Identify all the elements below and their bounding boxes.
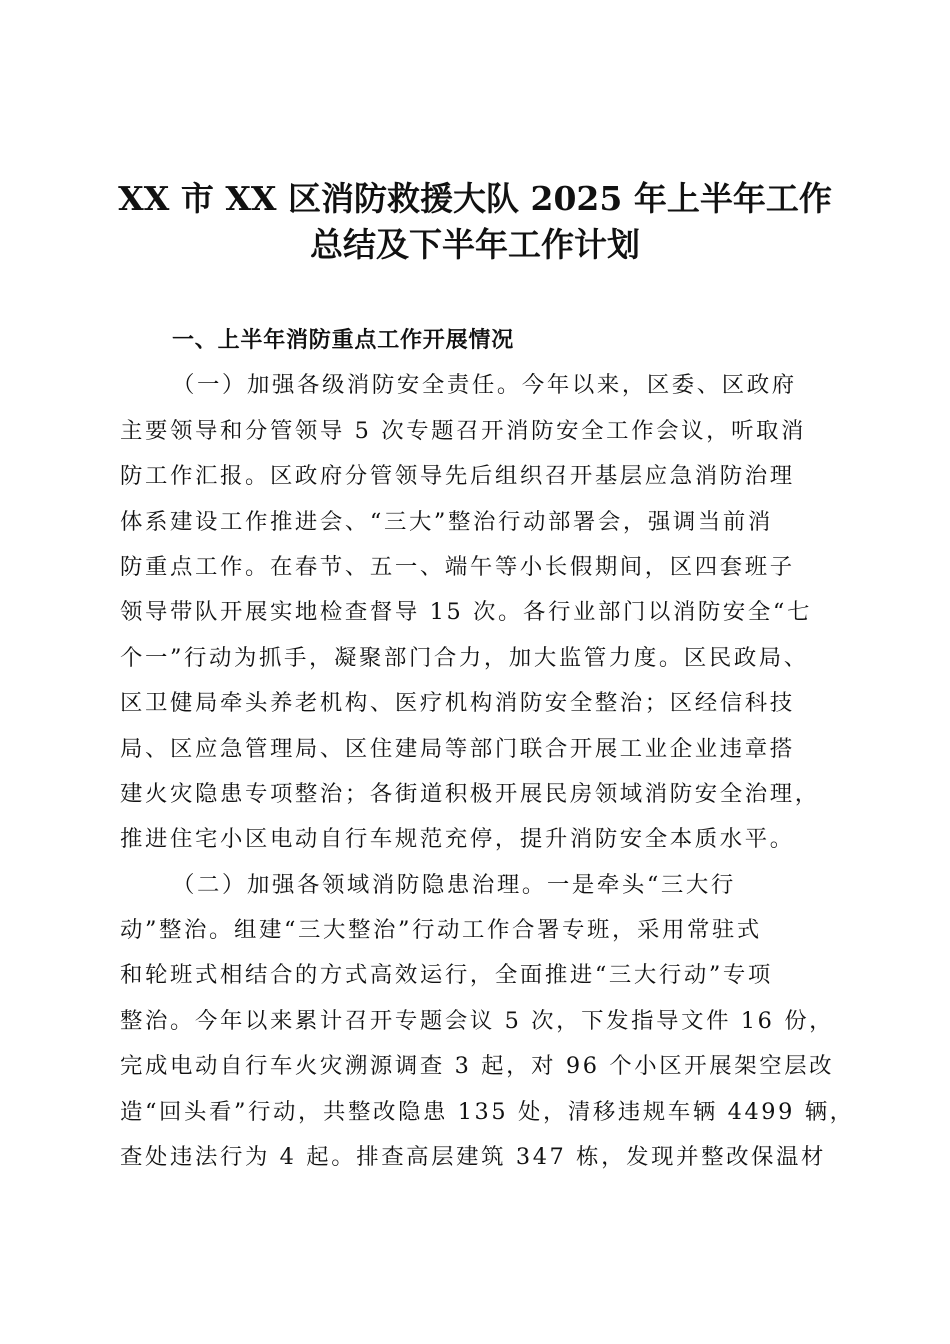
paragraph-2-line: 动”整治。组建“三大整治”行动工作合署专班，采用常驻式 [120, 917, 762, 944]
paragraph-1-line: 区卫健局牵头养老机构、医疗机构消防安全整治；区经信科技 [120, 690, 795, 717]
paragraph-1-line: 建火灾隐患专项整治；各街道积极开展民房领域消防安全治理， [120, 780, 820, 807]
paragraph-1-line: 局、区应急管理局、区住建局等部门联合开展工业企业违章搭 [120, 735, 795, 762]
section-heading: 一、上半年消防重点工作开展情况 [172, 328, 515, 353]
paragraph-2-line: 查处违法行为 4 起。排查高层建筑 347 栋，发现并整改保温材 [120, 1144, 827, 1171]
document-title [100, 176, 850, 268]
title-line-2: 总结及下半年工作计划 [310, 225, 640, 264]
paragraph-2 [120, 863, 855, 1181]
paragraph-2-line: 和轮班式相结合的方式高效运行，全面推进“三大行动”专项 [120, 962, 773, 989]
paragraph-1-line: 领导带队开展实地检查督导 15 次。各行业部门以消防安全“七 [120, 599, 812, 626]
paragraph-1-line: 防工作汇报。区政府分管领导先后组织召开基层应急消防治理 [120, 463, 795, 490]
paragraph-1-line: 个一”行动为抓手，凝聚部门合力，加大监管力度。区民政局、 [120, 644, 809, 671]
paragraph-2-line: 造“回头看”行动，共整改隐患 135 处，清移违规车辆 4499 辆， [120, 1098, 855, 1125]
paragraph-2-line: 完成电动自行车火灾溯源调查 3 起，对 96 个小区开展架空层改 [120, 1053, 835, 1080]
document-body [120, 318, 855, 1180]
paragraph-1 [120, 363, 832, 862]
paragraph-1-line: 防重点工作。在春节、五一、端午等小长假期间，区四套班子 [120, 553, 795, 580]
paragraph-2-line: 整治。今年以来累计召开专题会议 5 次，下发指导文件 16 份， [120, 1007, 835, 1034]
paragraph-2-line: （二）加强各领域消防隐患治理。一是牵头“三大行 [172, 871, 736, 898]
paragraph-1-line: 体系建设工作推进会、“三大”整治行动部署会，强调当前消 [120, 508, 773, 535]
paragraph-1-line: 推进住宅小区电动自行车规范充停，提升消防安全本质水平。 [120, 826, 795, 853]
paragraph-1-line: 主要领导和分管领导 5 次专题召开消防安全工作会议，听取消 [120, 417, 807, 444]
paragraph-1-line: （一）加强各级消防安全责任。今年以来，区委、区政府 [172, 372, 797, 399]
title-line-1: XX 市 XX 区消防救援大队 2025 年上半年工作 [118, 179, 832, 218]
